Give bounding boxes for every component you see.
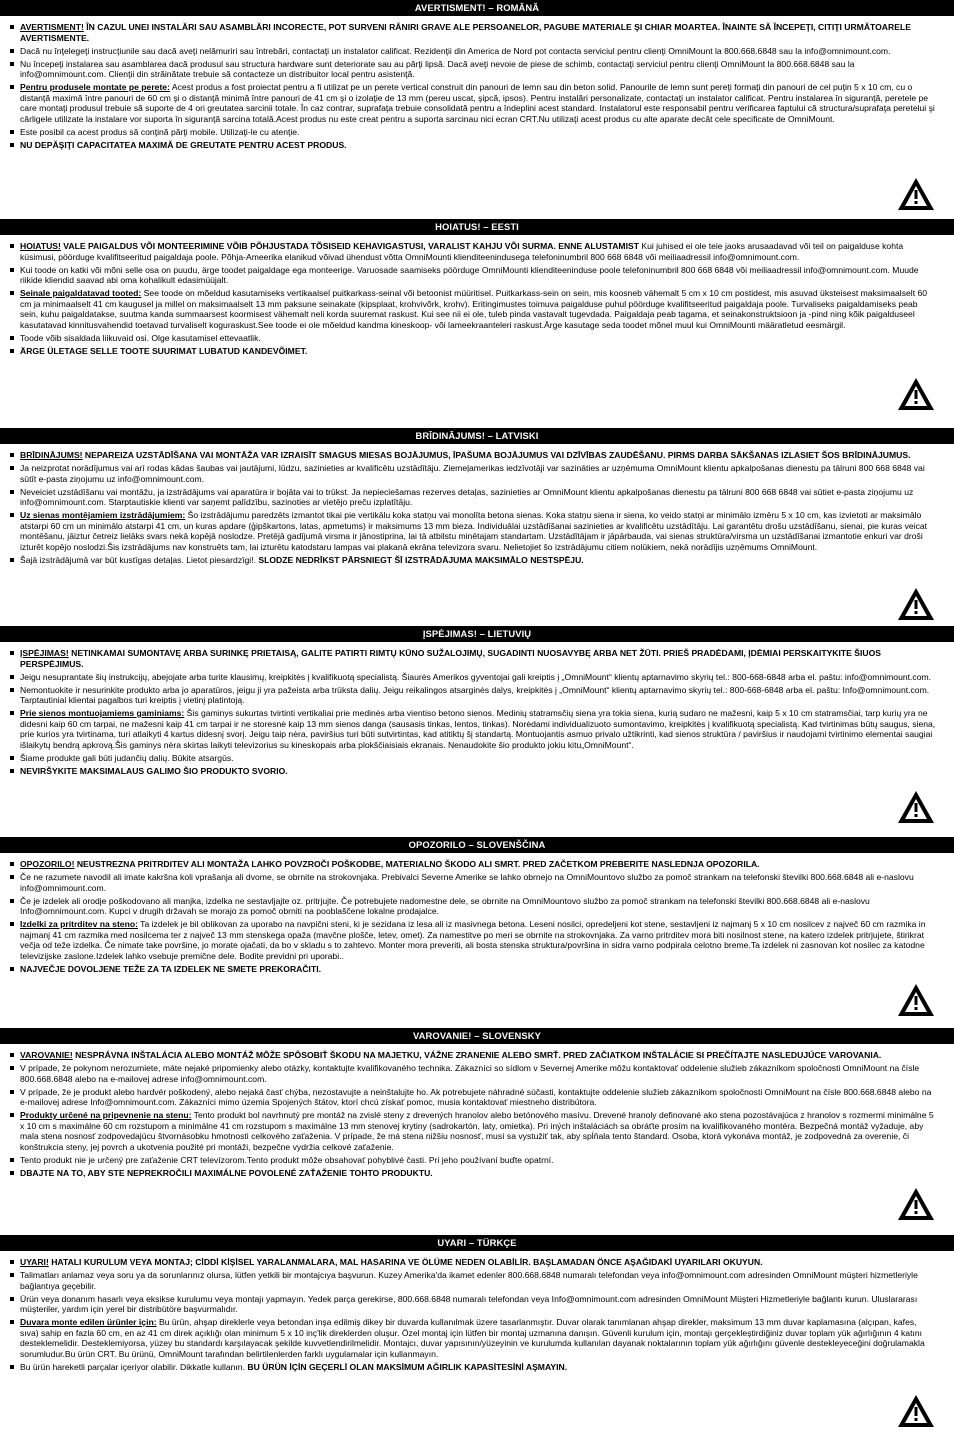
warning-item <box>20 140 936 151</box>
warning-item <box>20 1294 936 1315</box>
warning-text: Kui juhised ei ole teie jaoks arusaadavad või teil on paigalduse kohta küsimusi, pöörduge kvalifitseeritud paigaldaja poole. Põhja-Ameerika elanikud võivad ühendust võtta OmniMounti klienditeenindusega telefoninumbril 800 668 6848 või meiliaadressil info@omnimount.com. <box>20 241 904 262</box>
warning-bold-text: ÎN CAZUL UNEI INSTALĂRI SAU ASAMBLĂRI INCORECTE, POT SURVENI RĂNIRI GRAVE ALE PERSOANELOR, PAGUBE MATERIALE ŞI CHIAR MOARTEA. ÎNAINTE SĂ ÎNCEPEŢI, CITIŢI URMĂTOARELE AVERTISMENTE. <box>20 22 911 43</box>
warning-item <box>20 22 936 43</box>
warning-text: Bu ürün, ahşap direklerle veya betondan inşa edilmiş dikey bir duvarda kullanılmak üzere tasarlanmıştır. Duvar olarak tanımlanan ahşap direkler, maksimum 13 mm duvar kaplamasına (alçıpan, kafes, sıva) sahip en fazla 60 cm, en az 41 cm direk açıklığı olan minimum 5 x 10 inç'lik direklerden oluşur. Özel montaj için lütfen bir montaj uzmanına danışın. Güvenli kurulum için, montajı gerçekleştirdiğiniz duvar toplam yük ağırlığının 4 katını desteklemelidir. Desteklemiyorsa, yüzey bu standardı karşılayacak şekilde kuvvetlendirilmelidir. Montajcı, duvar yapısının/yüzeyinin ve kurulumda kullanılan dayanak noktalarının toplam yük ağırlığını güvenle destekleyeceğini doğrulamakla sorumludur.Bu ürün CRT. Bu ürünü, OmniMount tarafından belirtilenlerden farklı uygulamalar için kullanmayın. <box>20 1317 925 1359</box>
warning-bold-text: HATALI KURULUM VEYA MONTAJ; CİDDİ KİŞİSEL YARALANMALARA, MAL HASARINA VE ÖLÜME NEDEN OLABİLİR. BAŞLAMADAN ÖNCE AŞAĞIDAKİ UYARILARI OKUYUN. <box>48 1257 763 1267</box>
warning-lead: VAROVANIE! <box>20 1050 73 1060</box>
warning-lead: Prie sienos montuojamiems gaminiams: <box>20 708 185 718</box>
warning-text: Bu ürün hareketli parçalar içeriyor olabilir. Dikkatle kullanın. <box>20 1361 245 1372</box>
warning-list <box>0 1251 954 1372</box>
section-header: AVERTISMENT! – ROMÂNĂ <box>0 0 954 16</box>
warning-item <box>20 859 936 870</box>
warning-text: Ürün veya donanım hasarlı veya eksikse kurulumu veya montajı yapmayın. Yedek parça gerekirse, 800.668.6848 numaralı telefondan veya Info@omnimount.com adresinden OmniMount Müşteri Hizmetleriyle bağlantı kurun. Uluslararası müşteriler, yardım için yerel bir distribütöre başvurmalıdır. <box>20 1293 918 1314</box>
warning-bold-text: NEVIRŠYKITE MAKSIMALAUS GALIMO ŠIO PRODUKTO SVORIO. <box>20 765 288 776</box>
warning-text: Tento produkt bol navrhnutý pre montáž na zvislé steny z drevených hranolov alebo betónového masívu. Drevené hranoly definované ako stena pozostávajúca z hranolov s rozmermi minimálne 5 x 10 cm s maximálne 60 cm rozstupom a minimálne 41 cm rozstupom s maximálne 13 mm stenovej krytiny (sadrokartón, laty, omietka). Pri iných inštaláciách sa obráťte prosím na kvalifikovaného montéra. Bezpečná montáž vyžaduje, aby mala stena nosnosť zodpovedajúcu štvornásobku hmotnosti celkového zaťaženia. V prípade, že má stena nižšiu nosnosť, musí sa vystužiť tak, aby spĺňala tento štandard. Osoba, ktorá vykonáva montáž, je zodpovedná za overenie, či konštrukcia steny, jej povrch a ukotvenia použité pri montáži, bezpečne vydržia celkové zaťaženie. <box>20 1110 934 1152</box>
warning-item <box>20 1270 936 1291</box>
warning-bold-text: NEPAREIZA UZSTĀDĪŠANA VAI MONTĀŽA VAR IZRAISĪT SMAGUS MIESAS BOJĀJUMUS, ĪPAŠUMA BOJĀJUMUS VAI DZĪVĪBAS ZAUDĒŠANU. PIRMS DARBA SĀKŠANAS IZLASIET ŠOS BRĪDINĀJUMUS. <box>82 450 911 460</box>
warning-lead: Seinale paigaldatavad tooted: <box>20 288 142 298</box>
section-header: BRĪDINĀJUMS! – LATVISKI <box>0 428 954 444</box>
warning-text: Acest produs a fost proiectat pentru a fi utilizat pe un perete vertical construit din panouri de lemn sau din beton solid. Panourile de lemn sunt pereţi formaţi din panouri de cel puţin 5 x 10 cm, cu o distanţă maximă între panouri de 60 cm şi o distanţă minimă între panouri de 41 cm şi o izolaţie de 13 mm (pereu uscat, şipcă, ipsos). Pentru instalări personalizate, contactaţi un instalator calificat. Pentru instalarea în siguranţă, peretele pe care montaţi produsul trebuie să suporte de 4 ori greutatea sarcinii totale. În caz contrar, suprafaţa trebuie consolidată pentru a îndeplini acest standard. Instalatorul este responsabil pentru verificarea faptului că structura/suprafaţa peretelui şi cârligele utilizate la instalare vor suporta în siguranţă sarcina totală.Acest produs nu este creat pentru a suporta sarcinau nici ecran CRT.Nu utilizaţi acest produs cu alte aparate decât cele specificate de OmniMount. <box>20 82 935 124</box>
warning-item <box>20 872 936 893</box>
warning-bold-text: SLODZE NEDRĪKST PĀRSNIEGT ŠĪ IZSTRĀDĀJUMA MAKSIMĀLO NESTSPĒJU. <box>255 554 584 565</box>
warning-item <box>20 555 936 566</box>
warning-item <box>20 964 936 975</box>
warning-item <box>20 1110 936 1152</box>
warning-text: Šiame produkte gali būti judančių dalių. Būkite atsargūs. <box>20 752 234 763</box>
warning-lead: UYARI! <box>20 1257 49 1267</box>
warning-item <box>20 241 936 262</box>
warning-text: Če ne razumete navodil ali imate kakršna koli vprašanja ali dvome, se obrnite na strokovnjaka. Prebivalci Severne Amerike se lahko obrnejo na OmniMountovo službo za pomoč strankam na telefonski številki 800.668.6848 ali e-naslovu info@omnimount.com. <box>20 872 914 893</box>
warning-item <box>20 1362 936 1373</box>
warning-text: V prípade, že pokynom nerozumiete, máte nejaké pripomienky alebo otázky, kontaktujte kvalifikovaného technika. Zákazníci so sídlom v Severnej Amerike môžu kontaktovať oddelenie služieb zákazníkom spoločnosti OmniMount na čísle 800.668.6848 alebo na e-mailovej adrese info@omnimount.com. <box>20 1063 920 1084</box>
warning-bold-text: NETINKAMAI SUMONTAVĘ ARBA SURINKĘ PRIETAISĄ, GALITE PATIRTI RIMTŲ KŪNO SUŽALOJIMŲ, SUGADINTI NUOSAVYBĘ ARBA NET ŽŪTI. PRIEŠ PRADĖDAMI, ĮDĖMIAI PERSKAITYKITE ŠIUOS PERSPĖJIMUS. <box>20 648 882 669</box>
warning-bold-text: VALE PAIGALDUS VÕI MONTEERIMINE VÕIB PÕHJUSTADA TÕSISEID KEHAVIGASTUSI, VARALIST KAHJU VÕI SURMA. ENNE ALUSTAMIST <box>60 241 639 251</box>
warning-triangle-icon <box>896 376 936 412</box>
warning-text: Kui toode on katki või mõni selle osa on puudu, ärge toodet paigaldage ega monteerige. Varuosade saamiseks pöörduge OmniMounti klienditeeninduse poole telefoninumbril 800 668 6848 või meiliaadressil info@omnimount.com. Muude riikide kliendid saavad abi oma kohalikult edasimüüjalt. <box>20 264 919 285</box>
warning-text: Šo izstrādājumu paredzēts izmantot tikai pie vertikālu koka statņu vai monolīta betona sienas. Koka statņu siena ir siena, ko veido statņi ar minimālo izmēru 5 x 10 cm, kas izvietoti ar maksimālo atstarpi 60 cm un minimālo atstarpi 41 cm, un kuras apdare (ģipškartons, latas, apmetums) ir maksimums 13 mm bieza. Individuālai uzstādīšanai sazinieties ar kvalificētu uzstādītāju. Lai garantētu drošu uzstādīšanu, sienai, pie kuras veicat montēšanu, jāiztur četreiz lielāks svars nekā kopējā noslodze. Pretējā gadījumā virsma ir jānostiprina, lai tā atbilstu minētajam standartam. Uzstādītājam ir jāpārbauda, vai sienas struktūra/virsma un uzstādīšanai izmantotie enkuri var droši izturēt kopējo noslodzi.Šis izstrādājums nav konstruēts tam, lai izturētu katodstaru lampas vai plakanā ekrāna televizora svaru. Nelietojiet šo izstrādājumu citiem nolūkiem, nekā norādījis uzņēmums OmniMount. <box>20 510 928 552</box>
warning-item <box>20 265 936 286</box>
warning-bold-text: NESPRÁVNA INŠTALÁCIA ALEBO MONTÁŽ MÔŽE SPÔSOBIŤ ŠKODU NA MAJETKU, VÁŽNE ZRANENIE ALEBO SMRŤ. PRED ZAČIATKOM INŠTALÁCIE SI PREČÍTAJTE NASLEDUJÚCE VAROVANIA. <box>72 1050 882 1060</box>
warning-bold-text: BU ÜRÜN İÇİN GEÇERLİ OLAN MAKSİMUM AĞIRLIK KAPASİTESİNİ AŞMAYIN. <box>244 1361 568 1372</box>
warning-lead: Uz sienas montējamiem izstrādājumiem: <box>20 510 186 520</box>
section-header: UYARI – TÜRKÇE <box>0 1235 954 1251</box>
warning-item <box>20 896 936 917</box>
warning-bold-text: DBAJTE NA TO, ABY STE NEPREKROČILI MAXIMÁLNE POVOLENÉ ZAŤAŽENIE TOHTO PRODUKTU. <box>20 1167 433 1178</box>
warning-bold-text: NAJVEČJE DOVOLJENE TEŽE ZA TA IZDELEK NE SMETE PREKORAČITI. <box>20 963 321 974</box>
warning-list <box>0 1044 954 1178</box>
warning-item <box>20 1050 936 1061</box>
warning-text: Tento produkt nie je určený pre zaťaženie CRT televízorom.Tento produkt môže obsahovať pohyblivé časti. Pri jeho používaní buďte opatrní. <box>20 1154 554 1165</box>
warning-item <box>20 487 936 508</box>
warning-item <box>20 1317 936 1359</box>
section-lietuviu <box>0 626 954 779</box>
warning-item <box>20 648 936 669</box>
warning-bold-text: NEUSTREZNA PRITRDITEV ALI MONTAŽA LAHKO POVZROČI POŠKODBE, MATERIALNO ŠKODO ALI SMRT. PRED ZAČETKOM PREBERITE NASLEDNJA OPOZORILA. <box>74 859 760 869</box>
section-eesti <box>0 219 954 359</box>
warning-text: Ja neizprotat norādījumus vai arī rodas kādas šaubas vai jautājumi, lūdzu, sazinieties ar kvalificētu uzstādītāju. Ziemeļamerikas iedzīvotāji var sazināties ar uzņēmuma OmniMount klientu apkalpošanas dienestu pa tālruni 800 668 6848 vai sūtīt e-pasta ziņojumu uz info@omnimount.com. <box>20 463 925 484</box>
warning-lead: AVERTISMENT! <box>20 22 84 32</box>
warning-text: Šis gaminys sukurtas tvirtinti vertikaliai prie medinės arba vientiso betono sienos. Medinių statramsčių siena yra tokia siena, kurią sudaro ne mažesni, kaip 5 x 10 cm statramsčiai, tarp kurių yra ne didesni kaip 60 cm tarpai, ne mažesni kaip 41 cm tarpai ir ne storesnė kaip 13 mm sienos danga (sausasis tinkas, lentos, tinkas). Norėdami individualizuoto sumontavimo, kreipkitės į kvalifikuotą specialistą. Kad tvirtinimas būtų saugus, siena, prie kurios yra tvirtinama, turi atlaikyti 4 kartus didesnį svorį. Jeigu taip nėra, paviršius turi būti sutvirtintas, kad atitiktų šį standartą. Montuojantis asmuo privalo užtikrinti, kad sienos struktūra / paviršius ir naudojami tvirtinimo elementai saugiai išlaikytų bendrą apkrovą.Šis gaminys nėra skirtas laikyti televizorius su kineskopais arba plokščiaisiais ekranais. Nenaudokite šio produkto jokiu kitu„OmniMount“. <box>20 708 936 750</box>
warning-bold-text: ÄRGE ÜLETAGE SELLE TOOTE SUURIMAT LUBATUD KANDEVÕIMET. <box>20 345 308 356</box>
warning-item <box>20 46 936 57</box>
section-romana <box>0 0 954 153</box>
warning-triangle-icon <box>896 1393 936 1429</box>
warning-item <box>20 672 936 683</box>
warning-lead: ĮSPĖJIMAS! <box>20 648 69 658</box>
warning-item <box>20 510 936 552</box>
warning-lead: Pentru produsele montate pe perete: <box>20 82 170 92</box>
section-header: HOIATUS! – EESTI <box>0 219 954 235</box>
warning-text: Šajā izstrādājumā var būt kustīgas detaļas. Lietot piesardzīgi!. <box>20 554 256 565</box>
warning-triangle-icon <box>896 789 936 825</box>
warning-item <box>20 288 936 330</box>
warning-item <box>20 127 936 138</box>
warning-item <box>20 463 936 484</box>
warning-list <box>0 853 954 974</box>
warning-item <box>20 82 936 124</box>
warning-list <box>0 444 954 565</box>
warning-lead: HOIATUS! <box>20 241 61 251</box>
warning-text: Jeigu nesuprantate šių instrukcijų, abejojate arba turite klausimų, kreipkitės į kvalifikuotą specialistą. Šiaurės Amerikos gyventojai gali kreiptis į „OmniMount“ klientų aptarnavimo skyrių tel.: 800-668-6848 arba el. paštu: info@omnimount.com. <box>20 671 932 682</box>
warning-bold-text: NU DEPĂŞIŢI CAPACITATEA MAXIMĂ DE GREUTATE PENTRU ACEST PRODUS. <box>20 139 347 150</box>
warning-lead: BRĪDINĀJUMS! <box>20 450 83 460</box>
warning-triangle-icon <box>896 982 936 1018</box>
warning-list <box>0 16 954 150</box>
warning-text: See toode on mõeldud kasutamiseks vertikaalsel puitkarkass-seinal või betoonist müüritisel. Puitkarkass-sein on sein, mis koosneb vähemalt 5 cm x 10 cm postidest, mis asuvad üksteisest maksimaalselt 60 cm ja minimaalselt 41 cm kaugusel ja millel on maksimaalselt 13 mm paksune seinakate (kipsplaat, krohvivõrk, krohv). Eritingimustes toimuva paigalduse puhul pöörduge kvalifitseeritud paigaldaja poole. Turvaliseks paigaldamiseks peab sein, kuhu paigaldatakse, suutma kanda summaarsest koormisest vähemalt neli korda suuremat raskust. Kui see nii ei ole, tuleb pinda vastavalt tugevdada. Paigaldaja peab tagama, et seinakonstruktsioon ja -pind ning kõik paigalduseel kasutatavad kinnitusvahendid toetavad turvaliselt koguraskust.See toode ei ole mõeldud kandma kineskoop- või lameekraanteleri raskust.Ärge kasutage seda toodet mõnel muul kui OmniMounti määratletud eesmärgil. <box>20 288 928 330</box>
warning-lead: OPOZORILO! <box>20 859 75 869</box>
warning-item <box>20 346 936 357</box>
section-latviski <box>0 428 954 568</box>
warning-list <box>0 235 954 356</box>
section-slovensky <box>0 1028 954 1181</box>
warning-lead: Duvara monte edilen ürünler için: <box>20 1317 157 1327</box>
warning-triangle-icon <box>896 586 936 622</box>
warning-text: Če je izdelek ali orodje poškodovano ali manjka, izdelka ne sestavljajte oz. pritrjujte. Če potrebujete nadomestne dele, se obrnite na OmniMountovo službo za pomoč strankam na telefonski številki 800.668.6848 ali e-naslovu Info@omnimount.com. Kupci v drugih državah se morajo za pomoč obrniti na poobla​ščene lokalne prodajalce. <box>20 895 870 916</box>
warning-item <box>20 919 936 961</box>
warning-text: Toode võib sisaldada liikuvaid osi. Olge kasutamisel ettevaatlik. <box>20 332 261 343</box>
warning-lead: Izdelki za pritrditev na steno: <box>20 919 138 929</box>
warning-list <box>0 642 954 776</box>
warning-item <box>20 59 936 80</box>
section-header: ĮSPĖJIMAS! – LIETUVIŲ <box>0 626 954 642</box>
section-header: VAROVANIE! – SLOVENSKY <box>0 1028 954 1044</box>
warning-lead: Produkty určené na pripevnenie na stenu: <box>20 1110 192 1120</box>
warning-item <box>20 1257 936 1268</box>
warning-text: Talimatları anlamaz veya soru ya da sorunlarınız olursa, lütfen yetkili bir montajcıya başvurun. Kuzey Amerika'da ikamet edenler 800.668.6848 numaralı telefondan veya info@omnimount.com adresinden OmniMount müşteri hizmetleriyle bağlantıya geçebilir. <box>20 1270 918 1291</box>
section-slovenscina <box>0 837 954 977</box>
warning-text: V prípade, že je produkt alebo hardvér poškodený, alebo nejaká časť chýba, nezostavujte a neinštalujte ho. Ak potrebujete náhradné súčasti, kontaktujte oddelenie služieb zákazníkom spoločnosti OmniMount na čísle 800.668.6848 alebo na e-mailovej adrese Info@omnimount.com. Zákazníci mimo územia Spojených štátov, ktorí chcú získať pomoc, musia kontaktovať miestneho distribútora. <box>20 1086 932 1107</box>
warning-item <box>20 1087 936 1108</box>
warning-triangle-icon <box>896 1186 936 1222</box>
warning-text: Dacă nu înţelegeţi instrucţiunile sau dacă aveţi nelămuriri sau întrebări, contactaţi un instalator calificat. Rezidenţii din America de Nord pot contacta serviciul pentru clienţi OmniMount la 800.668.6848 sau la info@omnimount.com. <box>20 45 891 56</box>
warning-item <box>20 450 936 461</box>
warning-item <box>20 685 936 706</box>
warning-item <box>20 766 936 777</box>
warning-text: Este posibil ca acest produs să conţină părţi mobile. Utilizaţi-le cu atenţie. <box>20 126 300 137</box>
section-turkce <box>0 1235 954 1375</box>
section-header: OPOZORILO – SLOVENŠČINA <box>0 837 954 853</box>
warning-triangle-icon <box>896 176 936 212</box>
warning-item <box>20 708 936 750</box>
warning-text: Ta izdelek je bil oblikovan za uporabo na navpični steni, ki je sezidana iz lesa ali iz masivnega betona. Leseni nosilci, opredeljeni kot stene, sestavljeni iz najmanj 5 x 10 cm nosilcev z največ 60 cm razmika in najmanj 41 cm razmika med nosilcema ter z največ 13 mm stenskega opaža (mavčne plošče, letev, omet). Za namestitve po meri se obrnite na strokovnjaka. Za varno pritrditev mora biti nosilnost stene, na katero izdelek pritrjujete, štirikrat večja od teže izdelka. Če nimate take površine, jo morate ojačati, da bo v skladu s to zahtevo. Monter mora preveriti, ali bosta stenska struktura/površina in sidra varno podpirala celotno breme.Ta izdelek ni zasnovan kot nosilec za katodne televizijske zaslone.Izdelek lahko vsebuje premične dele. Bodite previdni pri uporabi.. <box>20 919 926 961</box>
warning-item <box>20 1063 936 1084</box>
warning-text: Nu începeţi instalarea sau asamblarea dacă produsul sau structura hardware sunt deteriorate sau au părţi lipsă. Dacă aveţi nevoie de piese de schimb, contactaţi serviciul pentru clienţi OmniMount la 800.668.6848 sau la info@omnimount.com. Clienţii din străinătate trebuie să contacteze un distribuitor local pentru asistenţă. <box>20 58 855 79</box>
warning-text: Nemontuokite ir nesurinkite produkto arba jo aparatūros, jeigu ji yra pažeista arba trūksta dalių. Jeigu reikalingos atsarginės dalys, kreipkitės į „OmniMount“ klientų aptarnavimo skyrių tel.: 800-668-6848 arba el. paštu: Info@omnimount.com. Tarptautiniai klientai pagalbos turi kreiptis į vietinį platintoją. <box>20 684 930 705</box>
warning-item <box>20 753 936 764</box>
warning-text: Neveiciet uzstādīšanu vai montāžu, ja izstrādājums vai aparatūra ir bojāta vai to trūkst. Ja nepieciešamas rezerves detaļas, sazinieties ar OmniMount klientu apkalpošanas dienestu pa tālruni 800 668 6848 vai sūtiet e-pasta ziņojumu uz info@omnimount.com. Starptautiskie klienti var saņemt palīdzību, sazinoties ar vietējo preču izplatītāju. <box>20 486 914 507</box>
warning-item <box>20 1168 936 1179</box>
warning-item <box>20 1155 936 1166</box>
warning-item <box>20 333 936 344</box>
